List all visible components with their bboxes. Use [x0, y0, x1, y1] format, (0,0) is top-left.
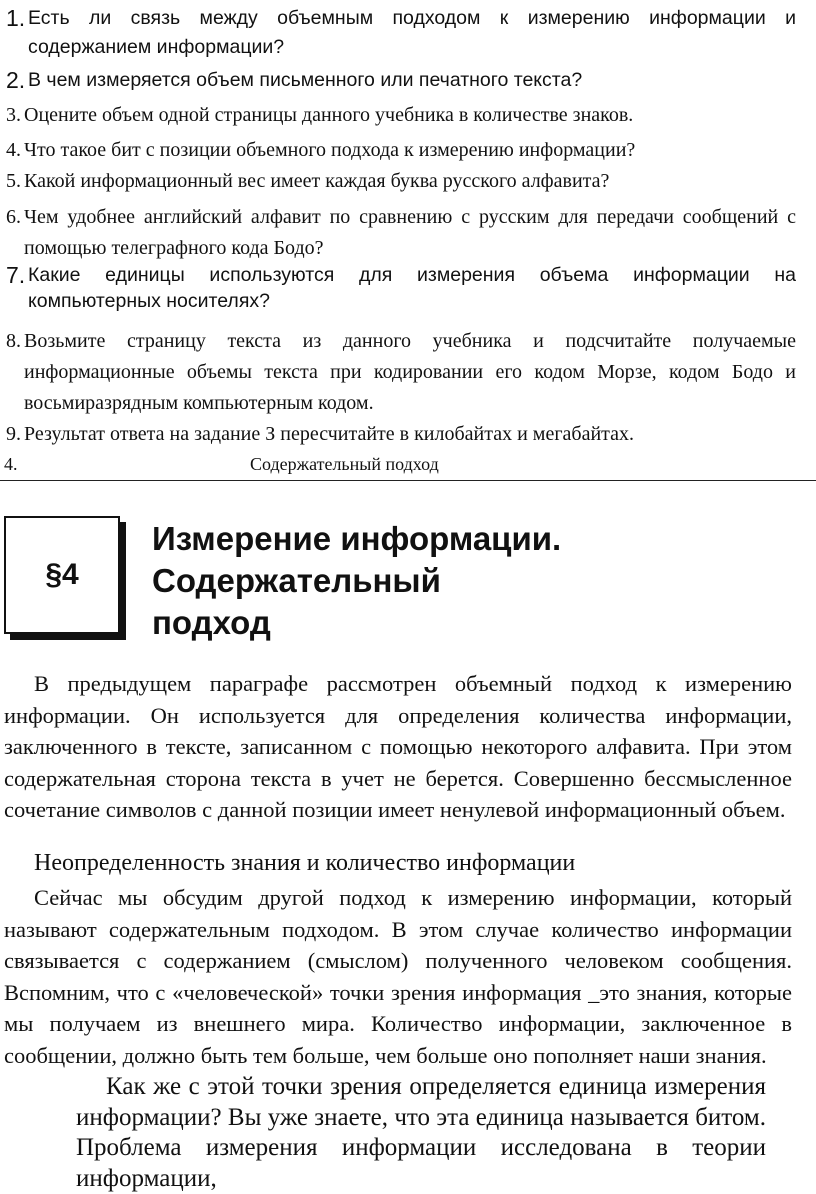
- question-number: 6.: [6, 206, 21, 228]
- question-item: [6, 66, 796, 95]
- chapter-title-line: подход: [152, 604, 271, 641]
- question-number: 1.: [6, 5, 26, 31]
- question-item: [6, 420, 796, 449]
- question-text: Результат ответа на задание З пересчитайте в килобайтах и мегабайтах.: [24, 423, 635, 445]
- intro-paragraph: В предыдущем параграфе рассмотрен объемный подход к измерению информации. Он используется для определения количества информации, заключенного в тексте, записанном с помощью некоторого алфавита. При этом содержательная сторона текста в учет не берется. Совершенно бессмысленное сочетание символов с данной позиции имеет ненулевой информационный объем.: [4, 671, 792, 822]
- continuation-paragraph: Как же с этой точки зрения определяется единица измерения информации? Вы уже знаете, что эта единица называется битом. Проблема измерения информации исследована в теории информации,: [76, 1073, 766, 1192]
- question-item: [6, 326, 796, 419]
- question-text: Какой информационный вес имеет каждая буква русского алфавита?: [24, 170, 610, 192]
- paragraph-number: §4: [45, 558, 79, 591]
- chapter-title: [152, 518, 752, 644]
- question-item: [6, 167, 796, 196]
- question-item: [6, 4, 796, 62]
- question-text: В чем измеряется объем письменного или печатного текста?: [28, 69, 583, 91]
- question-item: [6, 136, 796, 165]
- question-text: Возьмите страницу текста из данного учебника и подсчитайте получаемые информационные объемы текста при кодировании его кодом Морзе, кодом Бодо и восьмиразрядным компьютерным кодом.: [24, 330, 796, 414]
- question-item: [6, 101, 796, 130]
- question-number: 4.: [6, 139, 21, 161]
- running-head-title: Содержательный подход: [250, 454, 439, 474]
- running-head: [0, 450, 816, 481]
- question-text: Есть ли связь между объемным подходом к измерению информации и содержанием информации?: [28, 7, 796, 58]
- question-number: 9.: [6, 423, 21, 445]
- question-number: 7.: [6, 262, 26, 288]
- paragraph-number-box: [4, 516, 120, 634]
- question-item: [6, 262, 796, 314]
- running-head-page-number: 4.: [4, 454, 18, 474]
- question-number: 2.: [6, 67, 26, 93]
- question-item: [6, 202, 796, 264]
- chapter-title-line: Измерение информации.: [152, 520, 562, 557]
- question-text: Чем удобнее английский алфавит по сравнению с русским для передачи сообщений с помощью телеграфного кода Бодо?: [24, 206, 796, 259]
- section-paragraph: Сейчас мы обсудим другой подход к измерению информации, который называют содержательным подходом. В этом случае количество информации связывается с содержанием (смыслом) полученного человеком сообщения. Вспомним, что с «человеческой» точки зрения информация _это знания, которые мы получаем из внешнего мира. Количество информации, заключенное в сообщении, должно быть тем больше, чем больше оно пополняет наши знания.: [4, 885, 792, 1068]
- question-number: 5.: [6, 170, 21, 192]
- question-text: Какие единицы используются для измерения объема информации на компьютерных носителях?: [28, 264, 796, 312]
- question-number: 3.: [6, 104, 21, 126]
- question-number: 8.: [6, 330, 21, 352]
- section-heading: Неопределенность знания и количество информации: [34, 850, 576, 876]
- chapter-title-line: Содержательный: [152, 562, 441, 599]
- question-text: Оцените объем одной страницы данного учебника в количестве знаков.: [24, 104, 634, 126]
- question-text: Что такое бит с позиции объемного подхода к измерению информации?: [24, 139, 636, 161]
